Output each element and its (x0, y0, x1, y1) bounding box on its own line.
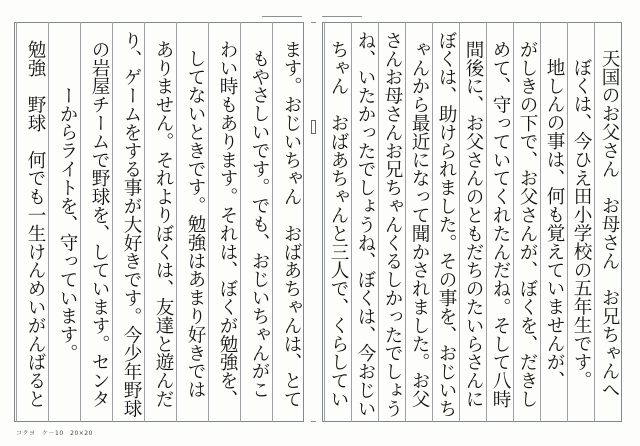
manuscript-column (272, 22, 304, 422)
manuscript-column (351, 22, 378, 422)
column-text: 地しんの事は、何も覚えていませんが、 (544, 58, 565, 390)
binding-clip (311, 120, 316, 134)
column-text: 天国のお父さん お母さん お兄ちゃんへ (599, 49, 620, 399)
top-rule-left (262, 16, 302, 17)
manuscript-column (513, 22, 540, 422)
manuscript-column (144, 22, 176, 422)
manuscript-column (594, 22, 622, 422)
manuscript-column (459, 22, 486, 422)
page-binding (311, 22, 316, 422)
manuscript-column (240, 22, 272, 422)
column-text: ちゃん おばあちゃんと三人で、くらしてい (328, 40, 349, 408)
top-rule-right (322, 16, 362, 17)
column-text: ゃんから最近になって聞かされました。お父 (409, 40, 430, 408)
manuscript-column (540, 22, 567, 422)
column-text: がしきの下で、お父さんが、ぼくを、だきし (517, 40, 538, 408)
column-text: めて、守っていてくれたんだね。そして八時 (490, 40, 511, 408)
column-text: ます。おじいちゃん おばあちゃんは、とて (281, 40, 302, 408)
manuscript-page-right (322, 22, 622, 422)
column-text: 勉強 野球 何でも一生けんめいがんばると (25, 40, 46, 408)
manuscript-column (48, 22, 80, 422)
column-text: わい時もあります。それは、ぼくが勉強を、 (217, 40, 238, 408)
manuscript-column (16, 22, 48, 422)
manuscript-column (378, 22, 405, 422)
manuscript-column (112, 22, 144, 422)
column-text: もやさしいです。でも、おじいちゃんがこ (249, 49, 270, 399)
column-text: の岩屋チームで野球を、しています。センタ (89, 40, 110, 408)
manuscript-column (567, 22, 594, 422)
column-text: ぼくは、助けられました。その事を、おじいち (436, 30, 457, 418)
column-text: ね、いたかったでしょうね、ぼくは、今おじい (355, 30, 376, 418)
manuscript-column (208, 22, 240, 422)
manuscript-page-left (14, 22, 304, 422)
manuscript-column (405, 22, 432, 422)
manuscript-column (80, 22, 112, 422)
column-text: ーからライトを、守っています。 (57, 86, 78, 362)
column-text: 間後に、お父さんのともだちのたいらさんに (463, 40, 484, 408)
column-text: ぼくは、今ひえ田小学校の五年生です。 (571, 58, 592, 390)
manuscript-column (486, 22, 513, 422)
column-text: り、ゲームをする事が大好きです。今少年野球 (121, 30, 142, 418)
manuscript-column (176, 22, 208, 422)
column-text: してないときです。勉強はあまり好きでは (185, 49, 206, 399)
column-text: さんお母さんお兄ちゃんくるしかったでしょう (382, 30, 403, 418)
column-text: ありません。それよりぼくは、友達と遊んだ (153, 40, 174, 408)
manuscript-column (432, 22, 459, 422)
manuscript-column (324, 22, 351, 422)
paper-brand-label: コクヨ ケ－10 20×20 (16, 430, 93, 437)
